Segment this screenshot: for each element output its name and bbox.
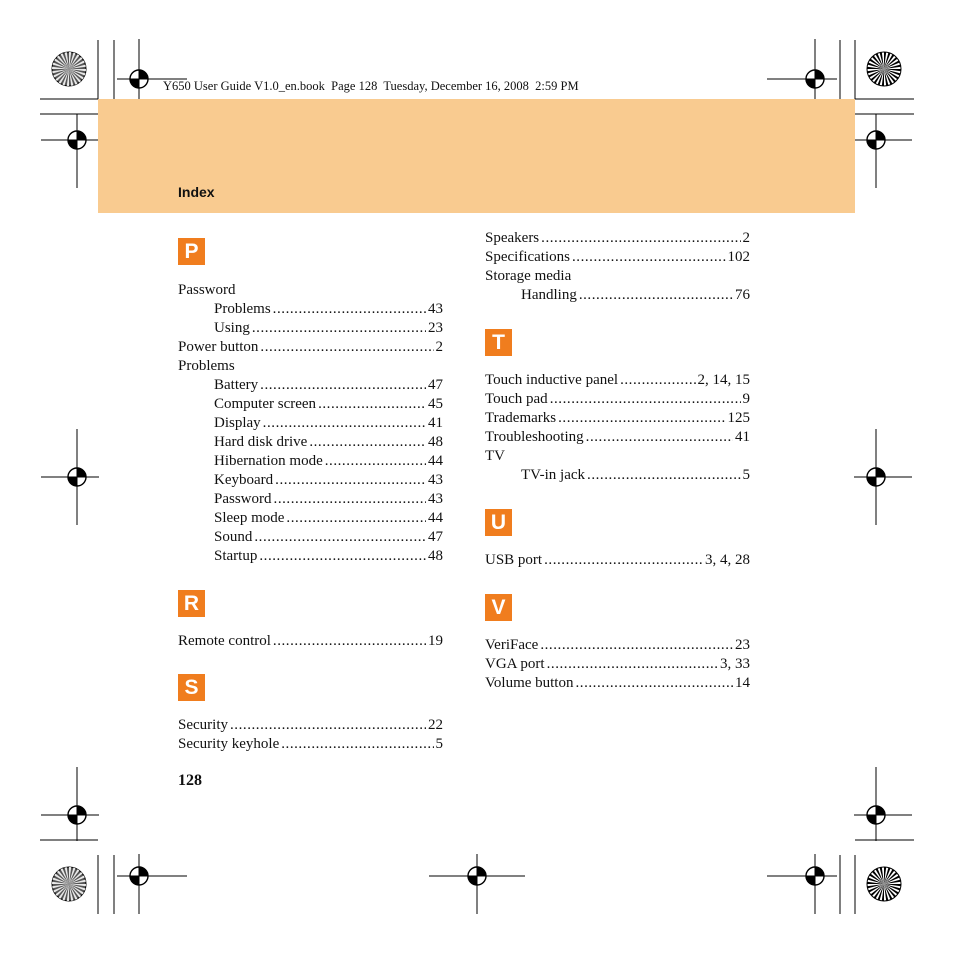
page-number: 128 [178,772,202,789]
index-entry: Battery . . . 47 [178,376,443,395]
calibration-wheel-icon [867,867,901,901]
calibration-wheel-icon [52,52,86,86]
index-entry: Remote control . . . 19 [178,632,443,651]
index-entry: Password . . . 43 [178,490,443,509]
index-entry: Trademarks . . . 125 [485,409,750,428]
index-entry: Volume button . . . 14 [485,674,750,693]
index-entry: Problems . . . 43 [178,300,443,319]
index-entry: Problems [178,358,235,374]
section-letter-u: U [485,509,512,536]
index-entry: Password [178,282,236,298]
index-entry: Keyboard . . . 43 [178,471,443,490]
index-entry: Touch inductive panel . . . 2, 14, 15 [485,371,750,390]
index-entry: Hard disk drive . . . 48 [178,433,443,452]
index-entry: Speakers . . . 2 [485,229,750,248]
index-entry: Troubleshooting . . . 41 [485,428,750,447]
index-entry: Sound . . . 47 [178,528,443,547]
index-entry: Handling . . . 76 [485,286,750,305]
section-letter-v: V [485,594,512,621]
index-entry: TV-in jack . . . 5 [485,466,750,485]
calibration-wheel-icon [52,867,86,901]
section-letter-s: S [178,674,205,701]
section-letter-r: R [178,590,205,617]
index-entry: Storage media [485,268,572,284]
index-column-left [178,238,443,754]
index-column-right [485,229,750,693]
index-entry: Startup . . . 48 [178,547,443,566]
index-entry: Touch pad . . . 9 [485,390,750,409]
index-entry: Using . . . 23 [178,319,443,338]
print-slug: Y650 User Guide V1.0_en.book Page 128 Tuesday, December 16, 2008 2:59 PM [163,79,579,93]
index-entry: Display . . . 41 [178,414,443,433]
index-entry: TV [485,448,505,464]
section-letter-t: T [485,329,512,356]
calibration-wheel-icon [867,52,901,86]
index-entry: USB port . . . 3, 4, 28 [485,551,750,570]
index-entry: Specifications . . . 102 [485,248,750,267]
header-band [98,99,855,213]
index-entry: VeriFace . . . 23 [485,636,750,655]
section-letter-p: P [178,238,205,265]
index-entry: Security keyhole . . . 5 [178,735,443,754]
index-entry: Hibernation mode . . . 44 [178,452,443,471]
index-entry: Sleep mode . . . 44 [178,509,443,528]
index-entry: Computer screen . . . 45 [178,395,443,414]
index-entry: VGA port . . . 3, 33 [485,655,750,674]
index-entry: Power button . . . 2 [178,338,443,357]
index-entry: Security . . . 22 [178,716,443,735]
page-title: Index [178,184,215,200]
